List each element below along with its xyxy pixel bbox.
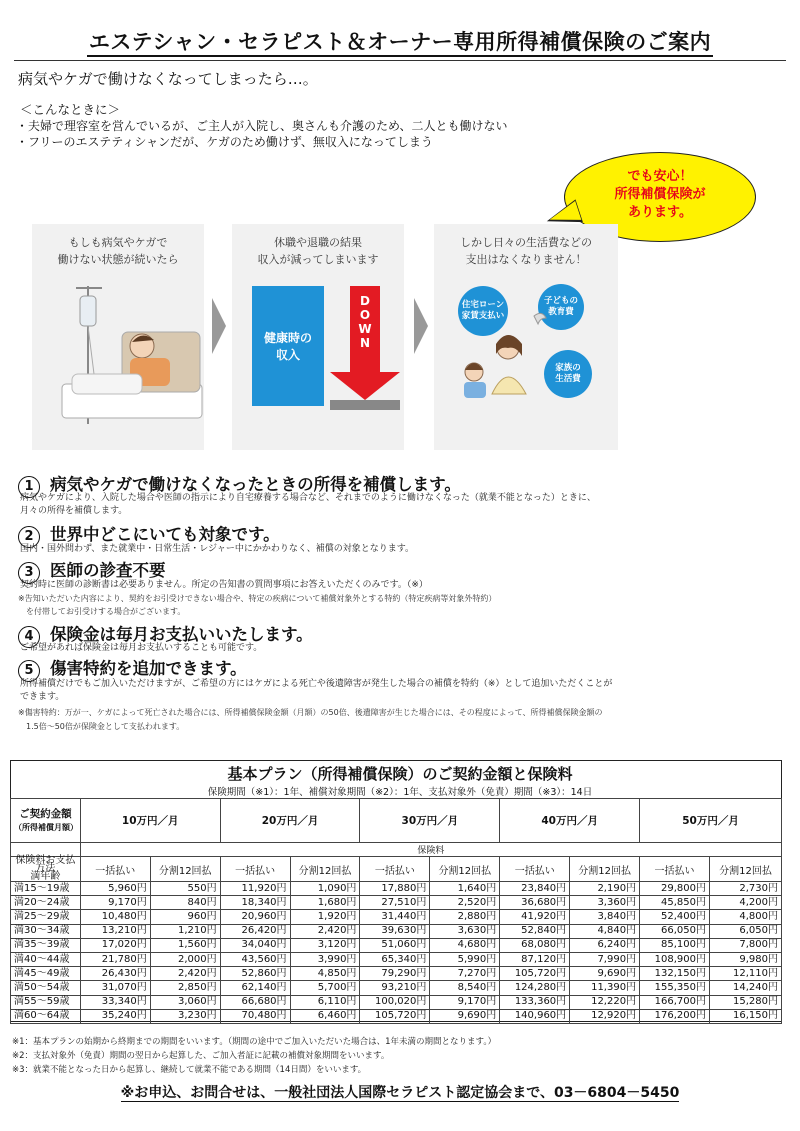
healthy-income-block: 健康時の 収入 — [252, 286, 324, 406]
arrow-right-icon — [212, 298, 226, 354]
premium-cell: 1,560円 — [150, 938, 220, 952]
age-cell: 満20～24歳 — [11, 896, 81, 910]
table-row — [11, 882, 782, 896]
premium-cell: 2,880円 — [430, 910, 500, 924]
plan-header: 30万円／月 — [360, 799, 500, 843]
premium-cell: 4,840円 — [570, 924, 640, 938]
premium-cell: 105,720円 — [500, 967, 570, 981]
table-row — [11, 938, 782, 952]
premium-cell: 16,150円 — [710, 1009, 782, 1023]
premium-cell: 9,170円 — [430, 995, 500, 1009]
premium-cell: 52,860円 — [220, 967, 290, 981]
feature-text: ご希望があれば保険金は毎月お支払いすることも可能です。 — [20, 643, 263, 653]
age-cell: 満35～39歳 — [11, 938, 81, 952]
rate-body — [11, 882, 782, 1024]
premium-cell: 27,510円 — [360, 896, 430, 910]
plan-header: 40万円／月 — [500, 799, 640, 843]
premium-cell: 140,960円 — [500, 1009, 570, 1023]
pay-type-lump: 一括払い — [500, 857, 570, 882]
premium-cell: 5,990円 — [430, 952, 500, 966]
expense-circle-loan: 住宅ローン 家賃支払い — [458, 286, 508, 336]
premium-cell: 7,800円 — [710, 938, 782, 952]
premium-cell: 2,420円 — [150, 967, 220, 981]
premium-cell: 43,560円 — [220, 952, 290, 966]
title-divider — [14, 60, 786, 61]
family-illustration — [434, 224, 618, 450]
premium-cell: 85,100円 — [640, 938, 710, 952]
premium-cell: 3,230円 — [150, 1009, 220, 1023]
premium-cell: 3,840円 — [570, 910, 640, 924]
expense-circle-living: 家族の 生活費 — [544, 350, 592, 398]
premium-cell: 124,280円 — [500, 981, 570, 995]
premium-cell: 7,990円 — [570, 952, 640, 966]
table-row — [11, 952, 782, 966]
feature-text: 所得補償だけでもご加入いただけますが、ご希望の方にはケガによる死亡や後遺障害が発生した場合の補償を特約（※）として追加いただくことが — [20, 679, 613, 689]
pay-type-lump: 一括払い — [80, 857, 150, 882]
pay-type-monthly: 分割12回払 — [570, 857, 640, 882]
premium-cell: 23,840円 — [500, 882, 570, 896]
down-arrow-base — [330, 400, 400, 410]
premium-cell: 11,390円 — [570, 981, 640, 995]
feature-note: 1.5倍～50倍が保険金として支払われます。 — [18, 722, 185, 731]
premium-cell: 34,040円 — [220, 938, 290, 952]
down-label: D O W N — [358, 294, 372, 350]
premium-cell: 108,900円 — [640, 952, 710, 966]
premium-cell: 41,920円 — [500, 910, 570, 924]
premium-cell: 17,880円 — [360, 882, 430, 896]
premium-cell: 1,090円 — [290, 882, 360, 896]
premium-cell: 26,430円 — [80, 967, 150, 981]
panel-caption: もしも病気やケガで 働けない状態が続いたら — [57, 236, 179, 266]
lead-text: 病気やケガで働けなくなってしまったら…。 — [18, 70, 318, 88]
pay-type-monthly: 分割12回払 — [150, 857, 220, 882]
premium-cell: 5,960円 — [80, 882, 150, 896]
illustration-panel-expenses — [434, 224, 618, 450]
premium-cell: 5,700円 — [290, 981, 360, 995]
panel-caption: しかし日々の生活費などの 支出はなくなりません！ — [460, 236, 592, 266]
premium-cell: 2,000円 — [150, 952, 220, 966]
premium-cell: 6,240円 — [570, 938, 640, 952]
premium-cell: 29,800円 — [640, 882, 710, 896]
premium-cell: 1,680円 — [290, 896, 360, 910]
premium-cell: 17,020円 — [80, 938, 150, 952]
premium-cell: 68,080円 — [500, 938, 570, 952]
pay-type-lump: 一括払い — [640, 857, 710, 882]
feature-text: 国内・国外問わず、また就業中・日常生活・レジャー中にかかわりなく、補償の対象となります。 — [20, 544, 414, 554]
premium-cell: 4,200円 — [710, 896, 782, 910]
table-title: 基本プラン（所得補償保険）のご契約金額と保険料 — [227, 765, 573, 783]
premium-cell: 1,920円 — [290, 910, 360, 924]
premium-cell: 11,920円 — [220, 882, 290, 896]
premium-cell: 10,480円 — [80, 910, 150, 924]
plan-header: 50万円／月 — [640, 799, 782, 843]
premium-cell: 4,680円 — [430, 938, 500, 952]
premium-cell: 4,800円 — [710, 910, 782, 924]
premium-cell: 12,920円 — [570, 1009, 640, 1023]
down-arrow-head — [330, 372, 400, 400]
when-heading: ＜こんなときに＞ — [20, 102, 121, 117]
age-cell: 満60～64歳 — [11, 1009, 81, 1023]
premium-cell: 550円 — [150, 882, 220, 896]
premium-cell: 70,480円 — [220, 1009, 290, 1023]
page-title: エステシャン・セラピスト＆オーナー専用所得補償保険のご案内 — [0, 26, 800, 56]
table-row — [11, 967, 782, 981]
table-row — [11, 924, 782, 938]
premium-cell: 66,680円 — [220, 995, 290, 1009]
age-cell: 満15～19歳 — [11, 882, 81, 896]
premium-table — [10, 798, 782, 1024]
premium-label: 保険料 — [80, 843, 781, 857]
age-cell: 満30～34歳 — [11, 924, 81, 938]
premium-cell: 3,360円 — [570, 896, 640, 910]
premium-cell: 9,980円 — [710, 952, 782, 966]
pay-type-monthly: 分割12回払 — [430, 857, 500, 882]
premium-cell: 12,220円 — [570, 995, 640, 1009]
premium-cell: 51,060円 — [360, 938, 430, 952]
feature-text: 病気やケガにより、入院した場合や医師の指示により自宅療養する場合など、それまでのように働けなくなった（就業不能となった）ときに、 — [20, 493, 596, 503]
feature-heading: 5 傷害特約を追加できます。 — [18, 655, 247, 682]
premium-cell: 3,990円 — [290, 952, 360, 966]
table-row — [11, 1009, 782, 1023]
premium-cell: 87,120円 — [500, 952, 570, 966]
table-row — [11, 981, 782, 995]
premium-cell: 66,050円 — [640, 924, 710, 938]
premium-cell: 20,960円 — [220, 910, 290, 924]
premium-cell: 1,640円 — [430, 882, 500, 896]
premium-cell: 79,290円 — [360, 967, 430, 981]
premium-cell: 45,850円 — [640, 896, 710, 910]
age-cell: 満45～49歳 — [11, 967, 81, 981]
plan-header: 20万円／月 — [220, 799, 360, 843]
premium-cell: 176,200円 — [640, 1009, 710, 1023]
premium-cell: 31,440円 — [360, 910, 430, 924]
plan-row — [11, 799, 782, 843]
premium-cell: 35,240円 — [80, 1009, 150, 1023]
premium-cell: 105,720円 — [360, 1009, 430, 1023]
premium-cell: 2,190円 — [570, 882, 640, 896]
premium-cell: 132,150円 — [640, 967, 710, 981]
premium-cell: 9,690円 — [570, 967, 640, 981]
premium-cell: 840円 — [150, 896, 220, 910]
premium-cell: 15,280円 — [710, 995, 782, 1009]
contact-footer: ※お申込、お問合せは、一般社団法人国際セラピスト認定協会まで、03－6804－5450 — [120, 1085, 680, 1101]
premium-cell: 9,170円 — [80, 896, 150, 910]
premium-cell: 2,850円 — [150, 981, 220, 995]
feature-heading: 3 医師の診査不要 — [18, 557, 166, 584]
premium-cell: 1,210円 — [150, 924, 220, 938]
premium-cell: 26,420円 — [220, 924, 290, 938]
speech-bubble-text: でも安心！ 所得補償保険が あります。 — [614, 169, 706, 220]
feature-text: 月々の所得を補償します。 — [20, 506, 128, 516]
premium-cell: 4,850円 — [290, 967, 360, 981]
premium-cell: 36,680円 — [500, 896, 570, 910]
premium-cell: 6,050円 — [710, 924, 782, 938]
premium-cell: 3,060円 — [150, 995, 220, 1009]
arrow-right-icon — [414, 298, 428, 354]
feature-heading: 2 世界中どこにいても対象です。 — [18, 521, 280, 548]
age-cell: 満50～54歳 — [11, 981, 81, 995]
premium-cell: 7,270円 — [430, 967, 500, 981]
premium-cell: 100,020円 — [360, 995, 430, 1009]
premium-cell: 3,120円 — [290, 938, 360, 952]
pay-type-row — [11, 857, 782, 882]
premium-cell: 8,540円 — [430, 981, 500, 995]
premium-cell: 2,420円 — [290, 924, 360, 938]
age-cell: 満55～59歳 — [11, 995, 81, 1009]
feature-note: ※告知いただいた内容により、契約をお引受けできない場合や、特定の疾病について補償対象外とする特約（特定疾病等対象外特約） — [18, 594, 497, 603]
pay-type-monthly: 分割12回払 — [290, 857, 360, 882]
premium-cell: 960円 — [150, 910, 220, 924]
table-row — [11, 910, 782, 924]
feature-text: 契約時に医師の診断書は必要ありません。所定の告知書の質問事項にお答えいただくのみです。（※） — [20, 580, 428, 590]
premium-cell: 62,140円 — [220, 981, 290, 995]
feature-heading: 4 保険金は毎月お支払いいたします。 — [18, 621, 313, 648]
age-cell: 満25～29歳 — [11, 910, 81, 924]
premium-cell: 39,630円 — [360, 924, 430, 938]
premium-cell: 21,780円 — [80, 952, 150, 966]
premium-cell: 9,690円 — [430, 1009, 500, 1023]
premium-cell: 31,070円 — [80, 981, 150, 995]
premium-label-row — [11, 843, 782, 857]
panel-caption: 休職や退職の結果 収入が減ってしまいます — [257, 236, 379, 266]
premium-cell: 2,520円 — [430, 896, 500, 910]
premium-cell: 33,340円 — [80, 995, 150, 1009]
illustration-panel-sick — [32, 224, 204, 450]
premium-cell: 133,360円 — [500, 995, 570, 1009]
case-item: ・フリーのエステティシャンだが、ケガのため働けず、無収入になってしまう — [16, 135, 433, 149]
case-item: ・夫婦で理容室を営んでいるが、ご主人が入院し、奥さんも介護のため、二人とも働けない — [16, 119, 508, 133]
footnote: ※1：基本プランの始期から終期までの期間をいいます。（期間の途中でご加入いただいた場合は、1年未満の期間となります。） — [12, 1037, 497, 1047]
premium-cell: 3,630円 — [430, 924, 500, 938]
footnote: ※2：支払対象外（免責）期間の翌日から起算した、ご加入者証に記載の補償対象期間をいいます。 — [12, 1051, 390, 1061]
table-subtitle: 保険期間（※1）：1年、補償対象期間（※2）：1年、支払対象外（免責）期間（※3）：14日 — [207, 787, 593, 798]
plan-header: 10万円／月 — [80, 799, 220, 843]
premium-cell: 52,840円 — [500, 924, 570, 938]
premium-cell: 12,110円 — [710, 967, 782, 981]
illustration-panel-income — [232, 224, 404, 450]
premium-cell: 13,210円 — [80, 924, 150, 938]
plan-label: ご契約金額 （所得補償月額） — [11, 799, 81, 843]
premium-cell: 2,730円 — [710, 882, 782, 896]
pay-type-monthly: 分割12回払 — [710, 857, 782, 882]
feature-note: を付帯してお引受けする場合がございます。 — [18, 607, 186, 616]
premium-cell: 93,210円 — [360, 981, 430, 995]
age-cell: 満40～44歳 — [11, 952, 81, 966]
feature-heading: 1 病気やケガで働けなくなったときの所得を補償します。 — [18, 471, 461, 498]
premium-cell: 155,350円 — [640, 981, 710, 995]
feature-text: できます。 — [20, 692, 65, 702]
premium-cell: 6,110円 — [290, 995, 360, 1009]
table-row — [11, 896, 782, 910]
pay-type-lump: 一括払い — [220, 857, 290, 882]
age-header: 保険料お支払方法 満年齢 — [11, 857, 81, 882]
expense-circle-education: 子どもの 教育費 — [538, 284, 584, 330]
table-row — [11, 995, 782, 1009]
premium-cell: 14,240円 — [710, 981, 782, 995]
premium-cell: 18,340円 — [220, 896, 290, 910]
premium-cell: 166,700円 — [640, 995, 710, 1009]
premium-cell: 6,460円 — [290, 1009, 360, 1023]
pay-type-lump: 一括払い — [360, 857, 430, 882]
footnote: ※3：就業不能となった日から起算し、継続して就業不能である期間（14日間）をいいます。 — [12, 1065, 367, 1075]
sick-person-illustration — [32, 224, 204, 450]
feature-note: ※傷害特約：万が一、ケガによって死亡された場合には、所得補償保険金額（月額）の50倍、後遺障害が生じた場合には、その程度によって、所得補償保険金額の — [18, 708, 603, 717]
premium-cell: 52,400円 — [640, 910, 710, 924]
premium-cell: 65,340円 — [360, 952, 430, 966]
